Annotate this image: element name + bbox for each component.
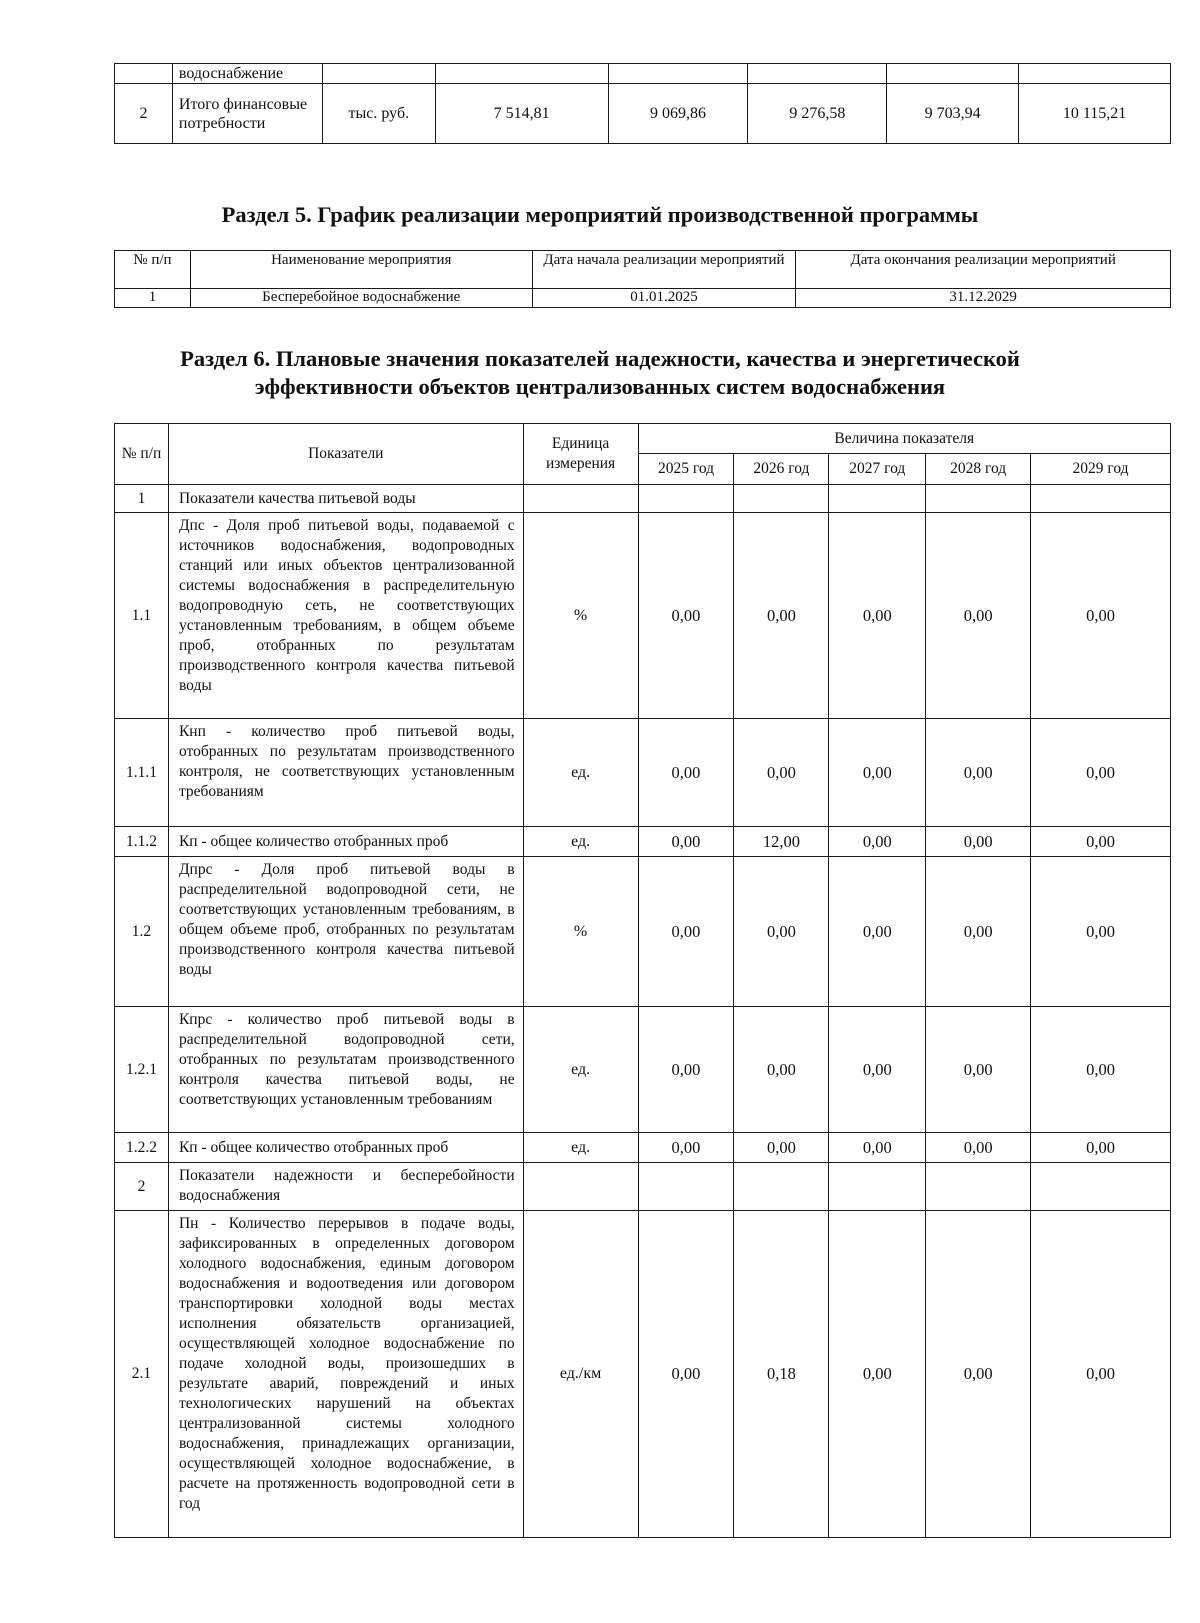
value-cell xyxy=(829,485,926,513)
row-unit xyxy=(523,1163,638,1211)
row-name: водоснабжение xyxy=(172,64,322,84)
value-cell: 0,00 xyxy=(638,857,734,1007)
row-unit: ед. xyxy=(523,719,638,827)
value-cell xyxy=(748,64,887,84)
table-row xyxy=(115,1163,1171,1211)
value-cell: 9 276,58 xyxy=(748,84,887,144)
header-year: 2028 год xyxy=(926,454,1031,485)
header-year: 2029 год xyxy=(1031,454,1171,485)
value-cell xyxy=(638,1163,734,1211)
value-cell: 0,00 xyxy=(926,1133,1031,1163)
value-cell xyxy=(608,64,748,84)
value-cell: 0,00 xyxy=(926,857,1031,1007)
row-indicator: Показатели надежности и бесперебойности водоснабжения xyxy=(168,1163,523,1211)
row-unit: ед. xyxy=(523,1007,638,1133)
value-cell xyxy=(926,1163,1031,1211)
section-6-title-line2: эффективности объектов централизованных систем водоснабжения xyxy=(254,374,946,399)
row-indicator: Дпс - Доля проб питьевой воды, подаваемой с источников водоснабжения, водопроводных станций или иных объектов централизованной системы водоснабжения в распределительную водопроводную сеть, не соответствующих установленным требованиям, в общем объеме проб, отобранных по результатам производственного контроля качества питьевой воды xyxy=(168,513,523,719)
row-indicator: Кп - общее количество отобранных проб xyxy=(168,827,523,857)
value-cell: 0,00 xyxy=(829,719,926,827)
value-cell: 0,00 xyxy=(734,719,829,827)
table-row xyxy=(115,513,1171,719)
row-unit: тыс. руб. xyxy=(322,84,435,144)
value-cell: 9 703,94 xyxy=(887,84,1019,144)
row-number: 2.1 xyxy=(115,1211,169,1538)
value-cell: 0,00 xyxy=(638,719,734,827)
value-cell: 0,18 xyxy=(734,1211,829,1538)
row-start-date: 01.01.2025 xyxy=(532,289,796,308)
row-indicator: Пн - Количество перерывов в подаче воды, зафиксированных в определенных договором холодного водоснабжения, единым договором водоснабжения и водоотведения или договором транспортировки холодной воды местах исполнения обязательств организацией, осуществляющей холодное водоснабжение по подаче холодной воды, произошедших в результате аварий, повреждений и иных технологических нарушений на объектах централизованной системы холодного водоснабжения, принадлежащих организации, осуществляющей холодное водоснабжение, в расчете на протяженность водопроводной сети в год xyxy=(168,1211,523,1538)
section-6-title-line1: Раздел 6. Плановые значения показателей надежности, качества и энергетической xyxy=(180,346,1020,371)
row-unit xyxy=(523,485,638,513)
row-number: 1.1 xyxy=(115,513,169,719)
row-unit: ед. xyxy=(523,827,638,857)
value-cell: 0,00 xyxy=(734,513,829,719)
row-unit: ед./км xyxy=(523,1211,638,1538)
table-row xyxy=(115,1007,1171,1133)
row-indicator: Показатели качества питьевой воды xyxy=(168,485,523,513)
header-no: № п/п xyxy=(115,424,169,485)
row-unit xyxy=(322,64,435,84)
value-cell xyxy=(1019,64,1171,84)
value-cell: 0,00 xyxy=(734,857,829,1007)
row-unit: ед. xyxy=(523,1133,638,1163)
row-unit: % xyxy=(523,513,638,719)
value-cell: 0,00 xyxy=(638,827,734,857)
header-name: Наименование мероприятия xyxy=(190,251,532,289)
value-cell: 0,00 xyxy=(734,1133,829,1163)
value-cell: 0,00 xyxy=(926,827,1031,857)
value-cell: 0,00 xyxy=(926,1007,1031,1133)
row-number: 1.1.1 xyxy=(115,719,169,827)
header-year: 2026 год xyxy=(734,454,829,485)
value-cell: 0,00 xyxy=(926,719,1031,827)
value-cell: 9 069,86 xyxy=(608,84,748,144)
row-indicator: Дпрс - Доля проб питьевой воды в распределительной водопроводной сети, не соответствующих установленным требованиям, в общем объеме проб, отобранных по результатам производственного контроля качества питьевой воды xyxy=(168,857,523,1007)
header-unit: Единица измерения xyxy=(523,424,638,485)
value-cell: 7 514,81 xyxy=(435,84,608,144)
row-name: Итого финансовые потребности xyxy=(172,84,322,144)
table-header-row xyxy=(115,251,1171,289)
value-cell: 0,00 xyxy=(638,513,734,719)
header-end: Дата окончания реализации мероприятий xyxy=(796,251,1171,289)
row-indicator: Кп - общее количество отобранных проб xyxy=(168,1133,523,1163)
header-start: Дата начала реализации мероприятий xyxy=(532,251,796,289)
value-cell: 0,00 xyxy=(1031,1007,1171,1133)
value-cell xyxy=(829,1163,926,1211)
schedule-table xyxy=(114,250,1171,308)
table-row xyxy=(115,719,1171,827)
value-cell: 0,00 xyxy=(829,827,926,857)
value-cell xyxy=(734,485,829,513)
table-row xyxy=(115,64,1171,84)
value-cell xyxy=(887,64,1019,84)
value-cell: 0,00 xyxy=(829,1133,926,1163)
value-cell: 0,00 xyxy=(638,1007,734,1133)
value-cell: 0,00 xyxy=(829,1007,926,1133)
finance-table xyxy=(114,63,1171,144)
table-row xyxy=(115,289,1171,308)
row-number: 1.1.2 xyxy=(115,827,169,857)
row-indicator: Кпрс - количество проб питьевой воды в распределительной водопроводной сети, отобранных по результатам производственного контроля качества питьевой воды, не соответствующих установленным требованиям xyxy=(168,1007,523,1133)
header-indicator: Показатели xyxy=(168,424,523,485)
header-value-group: Величина показателя xyxy=(638,424,1170,454)
value-cell: 0,00 xyxy=(1031,827,1171,857)
value-cell: 0,00 xyxy=(829,1211,926,1538)
value-cell: 10 115,21 xyxy=(1019,84,1171,144)
row-name: Бесперебойное водоснабжение xyxy=(190,289,532,308)
value-cell: 12,00 xyxy=(734,827,829,857)
table-row xyxy=(115,1133,1171,1163)
value-cell: 0,00 xyxy=(829,513,926,719)
row-number: 1 xyxy=(115,485,169,513)
value-cell xyxy=(638,485,734,513)
row-indicator: Кнп - количество проб питьевой воды, отобранных по результатам производственного контроля, не соответствующих установленным требованиям xyxy=(168,719,523,827)
value-cell: 0,00 xyxy=(638,1211,734,1538)
value-cell: 0,00 xyxy=(926,1211,1031,1538)
value-cell xyxy=(734,1163,829,1211)
value-cell xyxy=(435,64,608,84)
row-end-date: 31.12.2029 xyxy=(796,289,1171,308)
value-cell xyxy=(1031,485,1171,513)
value-cell: 0,00 xyxy=(1031,1133,1171,1163)
value-cell: 0,00 xyxy=(1031,857,1171,1007)
value-cell: 0,00 xyxy=(1031,719,1171,827)
table-row xyxy=(115,857,1171,1007)
row-number: 1.2.1 xyxy=(115,1007,169,1133)
row-number: 1.2 xyxy=(115,857,169,1007)
header-no: № п/п xyxy=(115,251,191,289)
value-cell: 0,00 xyxy=(1031,513,1171,719)
table-row xyxy=(115,485,1171,513)
section-6-title xyxy=(0,345,1200,401)
table-row xyxy=(115,84,1171,144)
header-year: 2025 год xyxy=(638,454,734,485)
row-number: 1.2.2 xyxy=(115,1133,169,1163)
value-cell: 0,00 xyxy=(926,513,1031,719)
section-5-title: Раздел 5. График реализации мероприятий производственной программы xyxy=(221,202,979,227)
value-cell: 0,00 xyxy=(1031,1211,1171,1538)
table-row xyxy=(115,827,1171,857)
header-year: 2027 год xyxy=(829,454,926,485)
value-cell: 0,00 xyxy=(829,857,926,1007)
value-cell xyxy=(926,485,1031,513)
row-number: 1 xyxy=(115,289,191,308)
row-number xyxy=(115,64,173,84)
value-cell: 0,00 xyxy=(638,1133,734,1163)
row-number: 2 xyxy=(115,1163,169,1211)
table-header-row xyxy=(115,424,1171,454)
value-cell: 0,00 xyxy=(734,1007,829,1133)
row-unit: % xyxy=(523,857,638,1007)
table-row xyxy=(115,1211,1171,1538)
value-cell xyxy=(1031,1163,1171,1211)
indicators-table xyxy=(114,423,1171,1538)
row-number: 2 xyxy=(115,84,173,144)
